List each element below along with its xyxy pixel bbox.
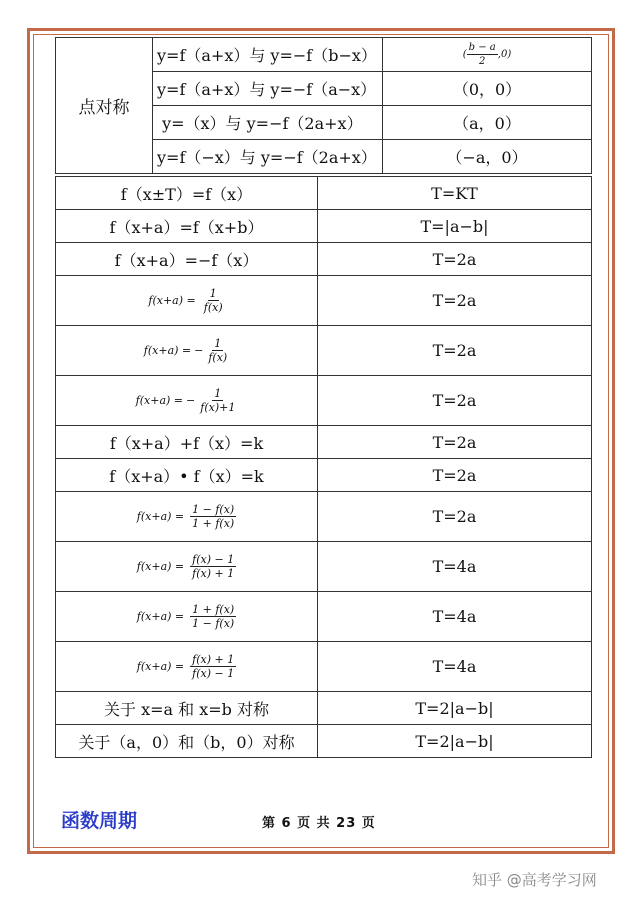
period-row-expr: f（x+a）=f（x+b） [56, 210, 318, 243]
point-symmetry-label: 点对称 [56, 38, 153, 174]
period-row-formula: f(x+a) = − $\frac{1}{f(x)+1}$ [56, 376, 318, 426]
period-row-result: T=2a [318, 276, 592, 326]
period-row-formula: f(x+a) = $\frac{f(x) - 1}{f(x) + 1}$ [56, 542, 318, 592]
watermark: 知乎 @高考学习网 [472, 871, 597, 889]
period-row-result: T=2|a−b| [318, 725, 592, 758]
period-row-formula: f(x+a) = $\frac{1}{f(x)}$ [56, 276, 318, 326]
point-symmetry-table [55, 37, 592, 174]
period-row-result: T=2a [318, 376, 592, 426]
period-row-result: T=|a−b| [318, 210, 592, 243]
period-row-result: T=4a [318, 642, 592, 692]
period-row-formula: f(x+a) = $\frac{f(x) + 1}{f(x) - 1}$ [56, 642, 318, 692]
period-row-result: T=2|a−b| [318, 692, 592, 725]
period-row-result: T=2a [318, 459, 592, 492]
point-row-expr: y=f（a+x）与 y=−f（a−x） [153, 72, 383, 106]
period-row-formula: f(x+a) = $\frac{1 + f(x)}{1 - f(x)}$ [56, 592, 318, 642]
period-row-result: T=4a [318, 592, 592, 642]
period-row-expr: f（x+a）=−f（x） [56, 243, 318, 276]
period-row-expr: f（x+a）• f（x）=k [56, 459, 318, 492]
period-row-expr: 关于 x=a 和 x=b 对称 [56, 692, 318, 725]
point-row-result: （0，0） [383, 72, 592, 106]
section-title: 函数周期 [61, 810, 138, 832]
point-row-result: （a，0） [383, 106, 592, 140]
point-row-expr: y=f（−x）与 y=−f（2a+x） [153, 140, 383, 174]
period-row-expr: f（x±T）=f（x） [56, 177, 318, 210]
period-row-result: T=2a [318, 243, 592, 276]
point-row-expr: y=f（a+x）与 y=−f（b−x） [153, 38, 383, 72]
page-number: 第 6 页 共 23 页 [262, 816, 376, 831]
point-row-result [383, 38, 592, 72]
period-row-formula: f(x+a) = − $\frac{1}{f(x)}$ [56, 326, 318, 376]
period-table [55, 176, 592, 758]
period-row-result: T=4a [318, 542, 592, 592]
period-row-expr: f（x+a）+f（x）=k [56, 426, 318, 459]
period-row-result: T=2a [318, 492, 592, 542]
point-row-expr: y=（x）与 y=−f（2a+x） [153, 106, 383, 140]
period-row-result: T=2a [318, 326, 592, 376]
period-row-expr: 关于（a，0）和（b，0）对称 [56, 725, 318, 758]
period-row-result: T=2a [318, 426, 592, 459]
period-row-formula: f(x+a) = $\frac{1 - f(x)}{1 + f(x)}$ [56, 492, 318, 542]
midpoint-fraction: ( $\frac{b - a}{2}$ ,0) [462, 42, 512, 67]
period-row-result: T=KT [318, 177, 592, 210]
point-row-result: （−a，0） [383, 140, 592, 174]
